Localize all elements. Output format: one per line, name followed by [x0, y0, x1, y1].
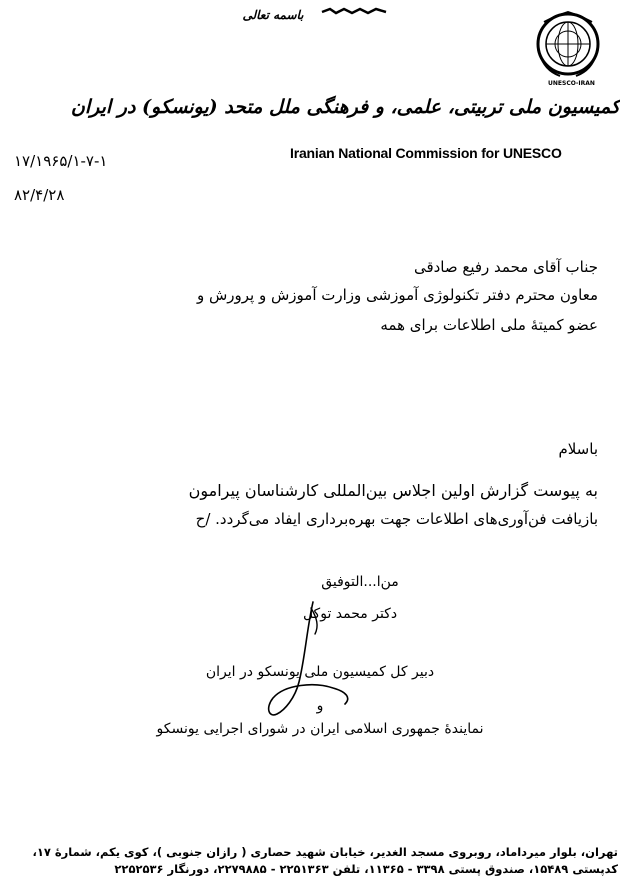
- unesco-emblem-icon: [536, 4, 600, 88]
- closing-phrase: من‌ا...التوفیق: [321, 574, 399, 590]
- body-paragraph-line-2: بازیافت فن‌آوری‌های اطلاعات جهت بهره‌برداری ایفاد می‌گردد. /ح: [195, 510, 598, 528]
- signer-title-2: نمایندهٔ جمهوری اسلامی ایران در شورای اجرایی یونسکو: [156, 721, 484, 737]
- addressee-name: جناب آقای محمد رفیع صادقی: [413, 258, 598, 276]
- reference-date: ۸۲/۴/۲۸: [14, 186, 65, 204]
- emblem-caption: UNESCO-IRAN: [548, 80, 595, 87]
- body-paragraph-line-1: به پیوست گزارش اولین اجلاس بین‌المللی کارشناسان پیرامون: [188, 481, 598, 500]
- addressee-position: معاون محترم دفتر تکنولوژی آموزشی وزارت آموزش و پرورش و: [196, 286, 598, 304]
- handwritten-signature-icon: [255, 598, 375, 720]
- addressee-membership: عضو کمیتهٔ ملی اطلاعات برای همه: [380, 316, 598, 334]
- signer-title-1: دبیر کل کمیسیون ملی یونسکو در ایران: [205, 664, 435, 680]
- footer-address: تهران، بلوار میرداماد، روبروی مسجد الغدیر، خیابان شهید حصاری ( رازان جنوبی )، کوی یکم، شمارهٔ ۱۷،: [32, 845, 618, 859]
- footer-contact: کدپستی ۱۵۴۸۹، صندوق پستی ۳۳۹۸ - ۱۱۳۶۵، تلفن ۲۲۵۱۳۶۳ - ۲۲۷۹۸۸۵، دورنگار ۲۲۵۲۵۳۶: [114, 862, 618, 876]
- basmala-heading: باسمه تعالی: [242, 8, 304, 22]
- reference-number: ۱۷/۱۹۶۵/۱-۷-۱: [14, 152, 108, 170]
- signer-name: دکتر محمد توکل: [302, 606, 398, 622]
- organization-name-persian: کمیسیون ملی تربیتی، علمی، و فرهنگی ملل متحد (یونسکو) در ایران: [70, 96, 620, 118]
- signer-conjunction: و: [316, 698, 324, 714]
- organization-name-english: Iranian National Commission for UNESCO: [290, 145, 562, 161]
- header-scribble: [320, 6, 390, 16]
- salutation: باسلام: [558, 440, 598, 458]
